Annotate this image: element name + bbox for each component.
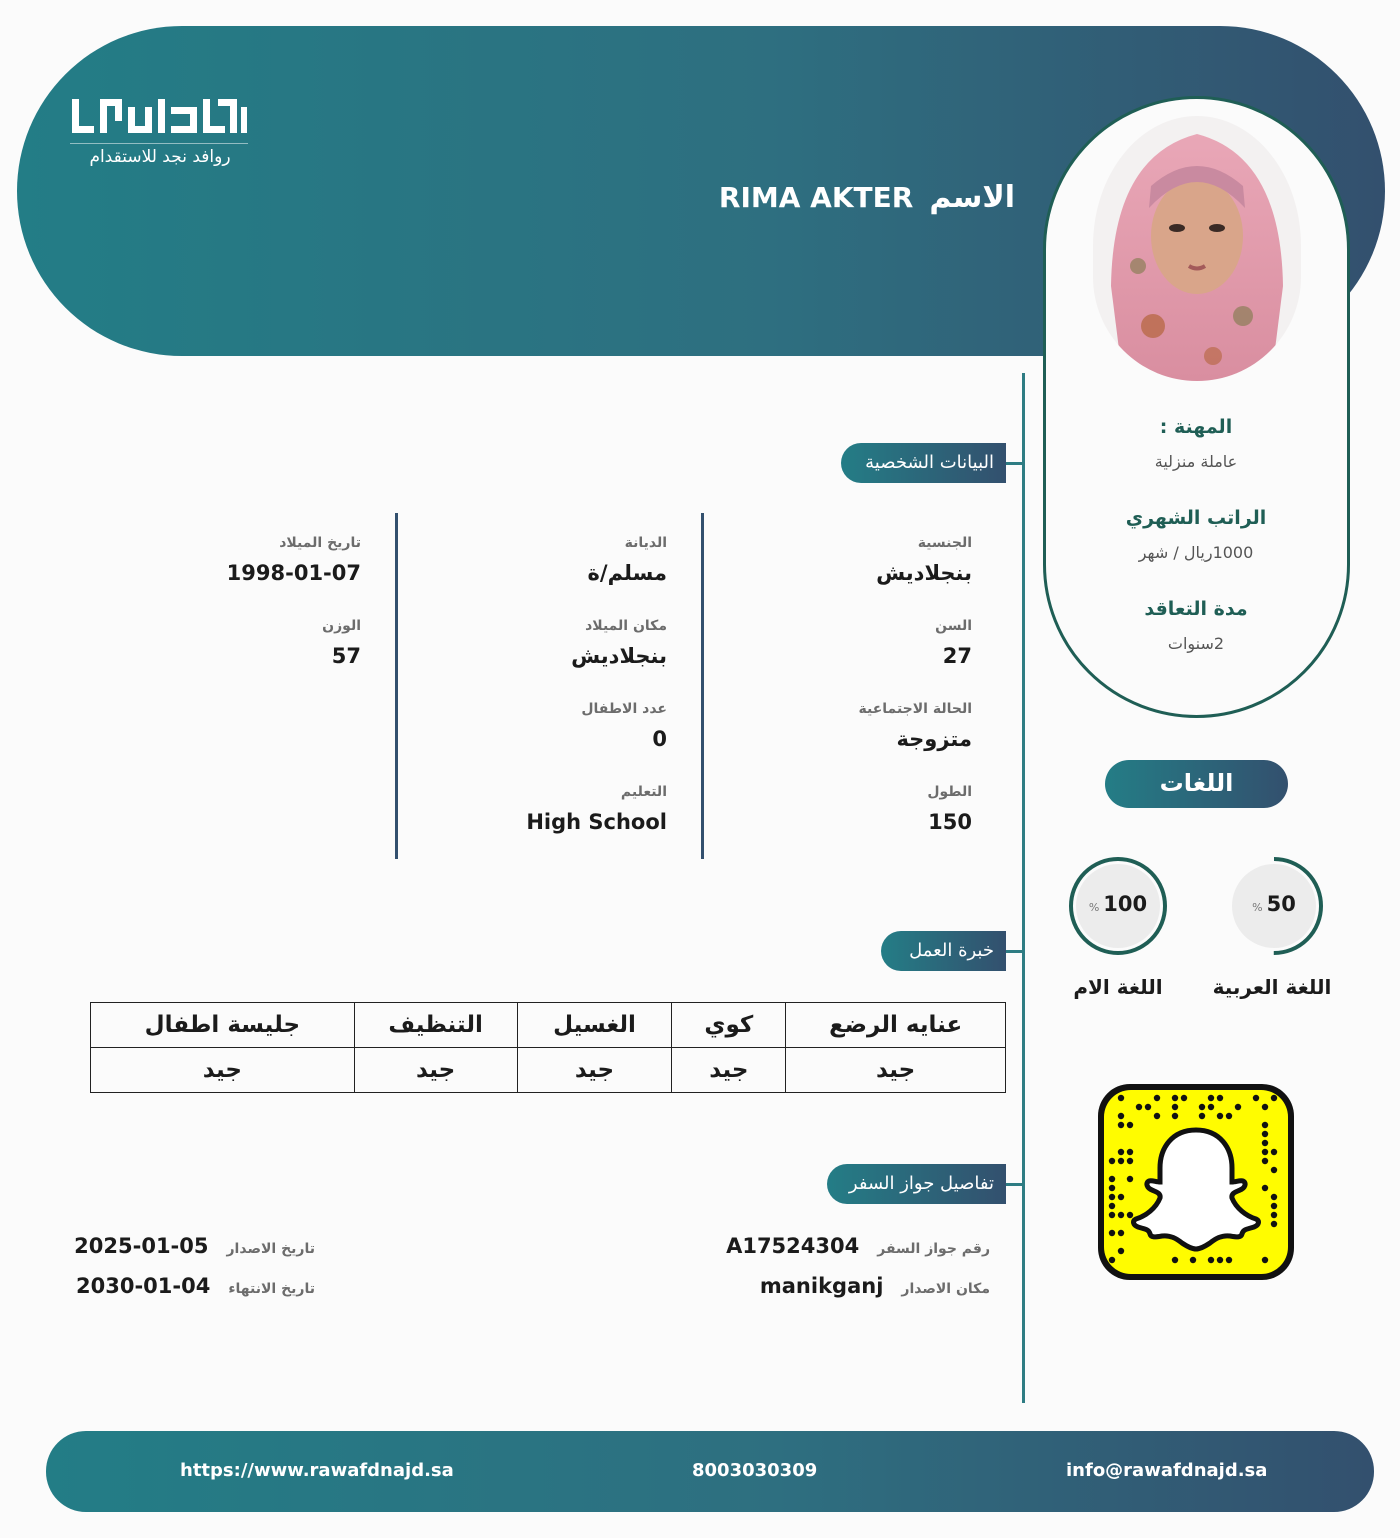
snapcode-dot bbox=[1217, 1113, 1223, 1119]
children-label: عدد الاطفال bbox=[581, 701, 667, 717]
column-divider bbox=[701, 513, 704, 859]
name-row bbox=[719, 180, 1015, 215]
snapcode-dot bbox=[1109, 1176, 1115, 1182]
snapcode-dot bbox=[1262, 1149, 1268, 1155]
snapcode-dot bbox=[1136, 1104, 1142, 1110]
passport-issue-value: 2025-01-05 bbox=[74, 1234, 209, 1258]
snapcode-dot bbox=[1271, 1212, 1277, 1218]
snapcode-dot bbox=[1271, 1167, 1277, 1173]
snapcode-dot bbox=[1172, 1095, 1178, 1101]
snapcode-dot bbox=[1118, 1248, 1124, 1254]
snapcode-qr[interactable] bbox=[1096, 1082, 1296, 1282]
passport-place-label: مكان الاصدار bbox=[901, 1281, 990, 1297]
profession-label: المهنة : bbox=[1159, 416, 1233, 438]
religion-label: الديانة bbox=[624, 535, 667, 551]
table-header-row bbox=[91, 1003, 1006, 1048]
snapcode-dot bbox=[1262, 1158, 1268, 1164]
snapcode-dot bbox=[1127, 1212, 1133, 1218]
table-cell: جيد bbox=[517, 1048, 672, 1093]
passport-place-row bbox=[760, 1274, 990, 1298]
table-header-cell: جليسة اطفال bbox=[91, 1003, 355, 1048]
snapcode-dot bbox=[1199, 1113, 1205, 1119]
vertical-divider bbox=[1022, 373, 1025, 1403]
snapcode-dot bbox=[1109, 1230, 1115, 1236]
snapcode-dot bbox=[1172, 1104, 1178, 1110]
gauge-value: % 100 bbox=[1088, 892, 1148, 916]
education-label: التعليم bbox=[620, 784, 667, 800]
snapcode-dot bbox=[1271, 1095, 1277, 1101]
name-value: RIMA AKTER bbox=[718, 181, 914, 214]
snapcode-dot bbox=[1235, 1104, 1241, 1110]
weight-value: 57 bbox=[331, 644, 361, 668]
snapcode-dot bbox=[1118, 1230, 1124, 1236]
snapcode-dot bbox=[1271, 1221, 1277, 1227]
snapcode-dot bbox=[1145, 1104, 1151, 1110]
snapcode-dot bbox=[1109, 1185, 1115, 1191]
snapcode-dot bbox=[1172, 1257, 1178, 1263]
marital-label: الحالة الاجتماعية bbox=[858, 701, 972, 717]
snapcode-dot bbox=[1208, 1104, 1214, 1110]
snapcode-dot bbox=[1109, 1212, 1115, 1218]
snapcode-dot bbox=[1118, 1194, 1124, 1200]
snapcode-dot bbox=[1154, 1095, 1160, 1101]
height-value: 150 bbox=[928, 810, 972, 834]
snapcode-dot bbox=[1118, 1149, 1124, 1155]
snapcode-dot bbox=[1262, 1140, 1268, 1146]
snapcode-dot bbox=[1262, 1104, 1268, 1110]
section-personal-title: البيانات الشخصية bbox=[841, 443, 1006, 483]
table-cell: جيد bbox=[672, 1048, 786, 1093]
snapcode-dot bbox=[1118, 1095, 1124, 1101]
language-gauge-native bbox=[1066, 854, 1170, 958]
snapcode-dot bbox=[1208, 1257, 1214, 1263]
language-gauge-arabic bbox=[1222, 854, 1326, 958]
snapcode-dot bbox=[1109, 1194, 1115, 1200]
contract-label: مدة التعاقد bbox=[1144, 598, 1248, 620]
table-header-cell: التنظيف bbox=[354, 1003, 517, 1048]
snapcode-dot bbox=[1217, 1095, 1223, 1101]
table-header-cell: عنايه الرضع bbox=[786, 1003, 1006, 1048]
birthplace-value: بنجلاديش bbox=[571, 644, 667, 668]
passport-issue-row bbox=[74, 1234, 315, 1258]
experience-table bbox=[90, 1002, 1006, 1093]
snapcode-dot bbox=[1253, 1095, 1259, 1101]
height-label: الطول bbox=[927, 784, 972, 800]
snapcode-dot bbox=[1190, 1257, 1196, 1263]
snapcode-dot bbox=[1262, 1257, 1268, 1263]
marital-value: متزوجة bbox=[896, 727, 972, 751]
section-tick bbox=[1006, 1183, 1024, 1186]
birthdate-value: 1998-01-07 bbox=[226, 561, 361, 585]
snapcode-dot bbox=[1271, 1149, 1277, 1155]
snapcode-dot bbox=[1226, 1113, 1232, 1119]
passport-number-label: رقم جواز السفر bbox=[877, 1241, 990, 1257]
profession-value: عاملة منزلية bbox=[1154, 452, 1238, 471]
snapcode-dot bbox=[1199, 1104, 1205, 1110]
logo-tagline: روافد نجد للاستقدام bbox=[89, 147, 231, 167]
snapcode-dot bbox=[1208, 1095, 1214, 1101]
nationality-value: بنجلاديش bbox=[876, 561, 972, 585]
snapcode-dot bbox=[1262, 1185, 1268, 1191]
table-header-cell: الغسيل bbox=[517, 1003, 672, 1048]
section-experience-title: خبرة العمل bbox=[881, 931, 1006, 971]
snapcode-dot bbox=[1127, 1176, 1133, 1182]
company-logo bbox=[70, 95, 250, 175]
birthdate-label: تاريخ الميلاد bbox=[279, 535, 361, 551]
children-value: 0 bbox=[652, 727, 667, 751]
footer-email-link[interactable]: info@rawafdnajd.sa bbox=[1066, 1460, 1268, 1481]
table-cell: جيد bbox=[91, 1048, 355, 1093]
snapcode-dot bbox=[1271, 1194, 1277, 1200]
snapcode-dot bbox=[1109, 1257, 1115, 1263]
birthplace-label: مكان الميلاد bbox=[585, 618, 667, 634]
passport-number-row bbox=[726, 1234, 990, 1258]
snapcode-dot bbox=[1118, 1113, 1124, 1119]
language-label-native: اللغة الام bbox=[1073, 975, 1163, 999]
section-tick bbox=[1006, 950, 1024, 953]
snapcode-dot bbox=[1226, 1257, 1232, 1263]
passport-expiry-value: 2030-01-04 bbox=[76, 1274, 211, 1298]
section-tick bbox=[1006, 462, 1024, 465]
snapcode-dot bbox=[1118, 1212, 1124, 1218]
footer-phone-link[interactable]: 8003030309 bbox=[692, 1460, 818, 1481]
religion-value: مسلم/ة bbox=[587, 561, 667, 585]
table-header-cell: كوي bbox=[672, 1003, 786, 1048]
passport-place-value: manikganj bbox=[759, 1274, 884, 1298]
logo-mark-icon bbox=[70, 95, 248, 139]
nationality-label: الجنسية bbox=[917, 535, 972, 551]
snapcode-dot bbox=[1172, 1113, 1178, 1119]
age-label: السن bbox=[935, 618, 972, 634]
passport-number-value: A17524304 bbox=[726, 1234, 860, 1258]
footer-website-link[interactable]: https://www.rawafdnajd.sa bbox=[180, 1460, 454, 1481]
section-passport-title: تفاصيل جواز السفر bbox=[827, 1164, 1006, 1204]
snapcode-dot bbox=[1262, 1122, 1268, 1128]
snapcode-dot bbox=[1109, 1158, 1115, 1164]
table-row bbox=[91, 1048, 1006, 1093]
column-divider bbox=[395, 513, 398, 859]
gauge-value: % 50 bbox=[1252, 892, 1296, 916]
salary-value: 1000ريال / شهر bbox=[1138, 543, 1254, 562]
weight-label: الوزن bbox=[322, 618, 361, 634]
salary-label: الراتب الشهري bbox=[1125, 507, 1267, 529]
passport-expiry-label: تاريخ الانتهاء bbox=[228, 1281, 315, 1297]
passport-issue-label: تاريخ الاصدار bbox=[226, 1241, 315, 1257]
snapcode-dot bbox=[1262, 1131, 1268, 1137]
passport-expiry-row bbox=[76, 1274, 315, 1298]
table-cell: جيد bbox=[786, 1048, 1006, 1093]
snapcode-dot bbox=[1118, 1158, 1124, 1164]
languages-title: اللغات bbox=[1105, 760, 1288, 808]
profile-photo bbox=[1093, 116, 1301, 381]
table-cell: جيد bbox=[354, 1048, 517, 1093]
snapcode-dot bbox=[1181, 1095, 1187, 1101]
name-label: الاسم bbox=[929, 180, 1015, 215]
snapcode-dot bbox=[1127, 1158, 1133, 1164]
snapcode-dot bbox=[1217, 1257, 1223, 1263]
language-label-arabic: اللغة العربية bbox=[1212, 975, 1332, 999]
education-value: High School bbox=[526, 810, 667, 834]
snapcode-dot bbox=[1109, 1203, 1115, 1209]
snapcode-dot bbox=[1118, 1122, 1124, 1128]
snapcode-dot bbox=[1127, 1122, 1133, 1128]
snapcode-dot bbox=[1127, 1149, 1133, 1155]
snapcode-dot bbox=[1271, 1203, 1277, 1209]
contract-value: 2سنوات bbox=[1167, 634, 1225, 653]
snapcode-dot bbox=[1154, 1113, 1160, 1119]
age-value: 27 bbox=[942, 644, 972, 668]
